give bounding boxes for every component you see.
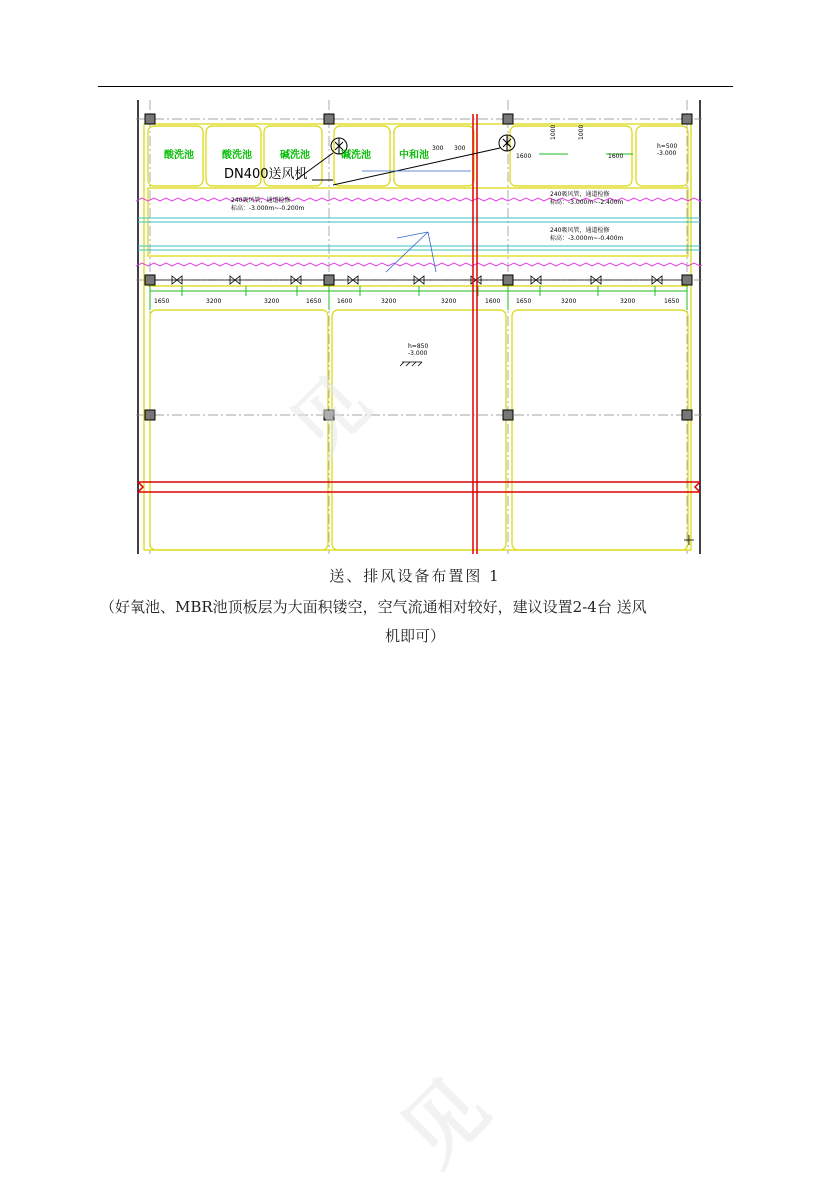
- dim-text: 3200: [206, 298, 222, 305]
- dim-text: 1650: [516, 298, 532, 305]
- dim-text: 1000: [550, 124, 557, 140]
- watermark: 见: [275, 361, 386, 472]
- dim-text: 3200: [381, 298, 397, 305]
- duct-note: 标高：-3.000m~-2.400m: [550, 199, 624, 206]
- tank-label-4: 碱洗池: [341, 150, 371, 161]
- fan-label: DN400送风机: [224, 167, 308, 182]
- tank-label-2: 酸洗池: [222, 150, 252, 161]
- figure-note-line1: （好氧池、MBR池顶板层为大面积镂空，空气流通相对较好，建议设置2-4台 送风: [100, 598, 647, 616]
- duct-note: 240吸风管，通道检修: [550, 227, 610, 234]
- duct-note: 240吸风管，通道检修: [231, 197, 291, 204]
- header-rule: [98, 86, 733, 87]
- tank-label-3: 碱洗池: [280, 150, 310, 161]
- dim-text: 1600: [485, 298, 501, 305]
- dim-text: 1650: [306, 298, 322, 305]
- elev-note: h=850: [408, 343, 429, 350]
- dim-text: 1650: [154, 298, 170, 305]
- dim-text: 3200: [264, 298, 280, 305]
- dim-text: 1600: [337, 298, 353, 305]
- dim-text: 3200: [561, 298, 577, 305]
- ventilation-layout-drawing: [136, 100, 702, 554]
- dim-text: 3200: [441, 298, 457, 305]
- dim-text: 1600: [516, 153, 532, 160]
- dim-text: 1000: [578, 124, 585, 140]
- dim-text: 300: [432, 145, 444, 152]
- duct-note: 标高：-3.000m~-0.400m: [550, 235, 624, 242]
- tank-label-1: 酸洗池: [164, 150, 194, 161]
- tank-label-5: 中和池: [399, 150, 429, 161]
- dim-text: 300: [454, 145, 466, 152]
- watermark: 见: [383, 1061, 507, 1184]
- elev-note: -3.000: [408, 350, 428, 357]
- elev-note: h=500: [657, 143, 678, 150]
- dim-text: 1600: [608, 153, 624, 160]
- dim-text: 1650: [664, 298, 680, 305]
- figure-note-line2: 机即可）: [384, 627, 445, 645]
- figure-caption: 送、排风设备布置图 1: [329, 567, 501, 585]
- dim-text: 3200: [620, 298, 636, 305]
- elev-note: -3.000: [657, 150, 677, 157]
- duct-note: 标高：-3.000m~-0.200m: [231, 205, 305, 212]
- duct-note: 240吸风管，通道检修: [550, 191, 610, 198]
